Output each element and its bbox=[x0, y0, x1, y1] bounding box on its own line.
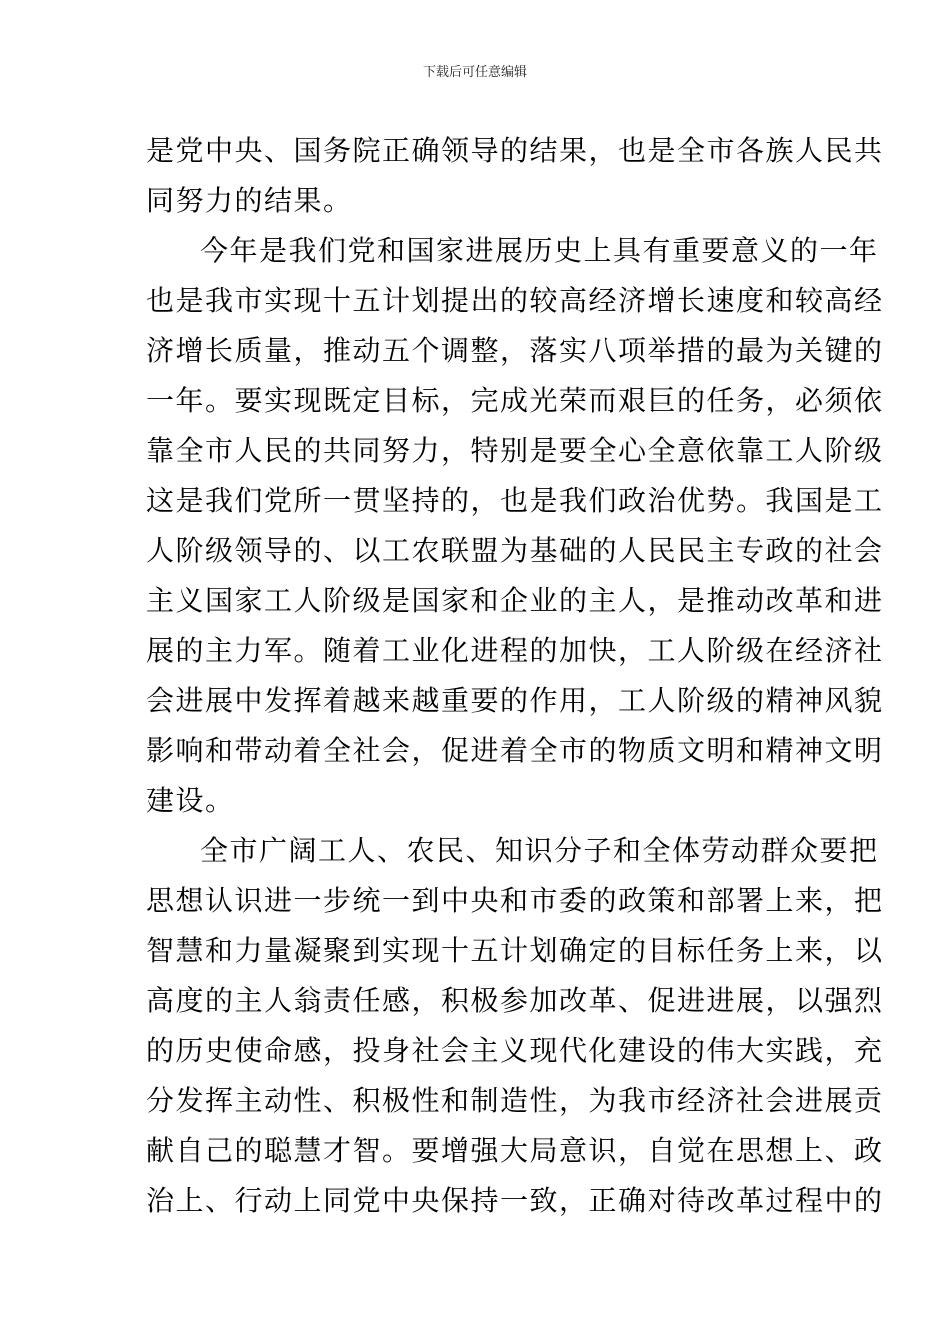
text-line: 也是我市实现十五计划提出的较高经济增长速度和较高经 bbox=[146, 284, 884, 317]
header-note: 下载后可任意编辑 bbox=[422, 65, 527, 80]
text-line: 全市广阔工人、农民、知识分子和全体劳动群众要把 bbox=[200, 834, 879, 867]
text-line: 影响和带动着全社会，促进着全市的物质文明和精神文明 bbox=[146, 734, 884, 767]
text-line: 是党中央、国务院正确领导的结果，也是全市各族人民共 bbox=[146, 134, 884, 167]
paragraph bbox=[146, 226, 884, 826]
body-text bbox=[146, 126, 884, 1226]
text-line: 一年。要实现既定目标，完成光荣而艰巨的任务，必须依 bbox=[146, 384, 884, 417]
text-line: 思想认识进一步统一到中央和市委的政策和部署上来，把 bbox=[146, 884, 884, 917]
text-line: 会进展中发挥着越来越重要的作用，工人阶级的精神风貌 bbox=[146, 684, 884, 717]
text-line: 济增长质量，推动五个调整，落实八项举措的最为关键的 bbox=[146, 334, 884, 367]
text-line: 高度的主人翁责任感，积极参加改革、促进进展，以强烈 bbox=[146, 984, 884, 1017]
text-line: 分发挥主动性、积极性和制造性，为我市经济社会进展贡 bbox=[146, 1084, 884, 1117]
text-line: 建设。 bbox=[146, 784, 235, 817]
text-line: 同努力的结果。 bbox=[146, 184, 353, 217]
text-line: 人阶级领导的、以工农联盟为基础的人民民主专政的社会 bbox=[146, 534, 884, 567]
text-line: 献自己的聪慧才智。要增强大局意识，自觉在思想上、政 bbox=[146, 1134, 884, 1167]
text-line: 主义国家工人阶级是国家和企业的主人，是推动改革和进 bbox=[146, 584, 884, 617]
text-line: 治上、行动上同党中央保持一致，正确对待改革过程中的 bbox=[146, 1184, 884, 1217]
text-line: 展的主力军。随着工业化进程的加快，工人阶级在经济社 bbox=[146, 634, 884, 667]
text-line: 今年是我们党和国家进展历史上具有重要意义的一年 bbox=[200, 234, 879, 267]
paragraph bbox=[146, 126, 884, 226]
text-line: 的历史使命感，投身社会主义现代化建设的伟大实践，充 bbox=[146, 1034, 884, 1067]
text-line: 这是我们党所一贯坚持的，也是我们政治优势。我国是工 bbox=[146, 484, 884, 517]
text-line: 智慧和力量凝聚到实现十五计划确定的目标任务上来，以 bbox=[146, 934, 884, 967]
text-line: 靠全市人民的共同努力，特别是要全心全意依靠工人阶级 bbox=[146, 434, 884, 467]
paragraph bbox=[146, 826, 884, 1226]
